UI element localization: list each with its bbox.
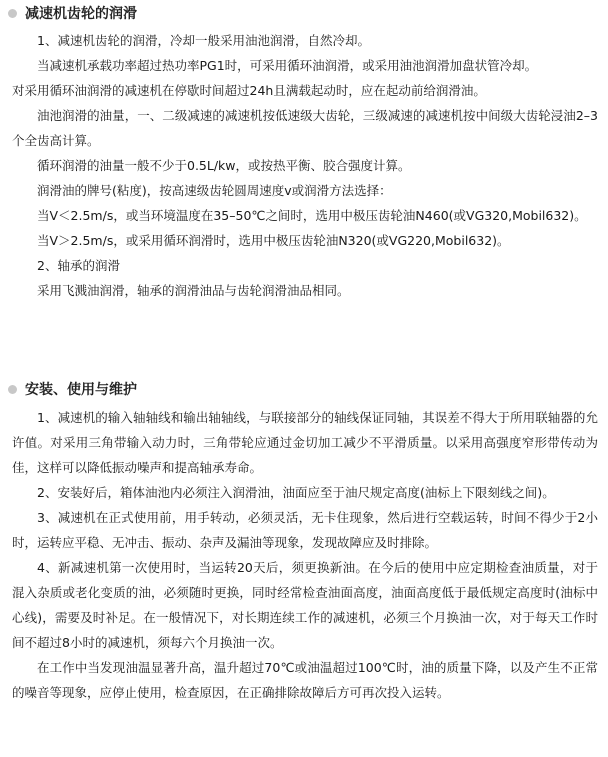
paragraph: 当V＞2.5m/s，或采用循环润滑时，选用中极压齿轮油N320(或VG220,Mobil632)。 [37,233,510,248]
paragraph: 采用飞溅油润滑，轴承的润滑油品与齿轮润滑油品相同。 [37,283,350,298]
paragraph: 当V＜2.5m/s，或当环境温度在35–50℃之间时，选用中极压齿轮油N460(或VG320,Mobil632)。 [37,208,587,223]
paragraph: 循环润滑的油量一般不少于0.5L/kw，或按热平衡、胶合强度计算。 [37,158,411,173]
paragraph: 4、新减速机第一次使用时，当运转20天后，须更换新油。在今后的使用中应定期检查油质量，对于混入杂质或老化变质的油，必须随时更换，同时经常检查油面高度，油面高度低于最低规定高度时(油标中心线)，需要及时补足。在一般情况下，对长期连续工作的减速机，必须三个月换油一次，对于每天工作时间不超过8小时的减速机，须每六个月换油一次。 [12,560,598,650]
paragraph: 润滑油的牌号(粘度)，按高速级齿轮圆周速度v或润滑方法选择： [37,183,392,198]
section-title: 安装、使用与维护 [25,382,137,398]
paragraph: 对采用循环油润滑的减速机在停歇时间超过24h且满载起动时，应在起动前给润滑油。 [12,83,486,98]
section-heading [0,376,608,402]
paragraph: 当减速机承载功率超过热功率PG1时，可采用循环油润滑，或采用油池润滑加盘状管冷却。 [37,58,538,73]
section-gear-lubrication [0,0,608,303]
section-heading [0,0,608,26]
section-installation-maintenance [0,376,608,705]
bullet-icon [8,9,17,18]
bullet-icon [8,385,17,394]
paragraph: 2、安装好后，箱体油池内必须注入润滑油，油面应至于油尺规定高度(油标上下限刻线之间)。 [37,485,555,500]
paragraph: 2、轴承的润滑 [37,258,120,273]
paragraph: 1、减速机齿轮的润滑，冷却一般采用油池润滑，自然冷却。 [37,33,370,48]
section-title: 减速机齿轮的润滑 [25,6,137,22]
paragraph: 在工作中当发现油温显著升高，温升超过70℃或油温超过100℃时，油的质量下降，以及产生不正常的噪音等现象，应停止使用，检查原因，在正确排除故障后方可再次投入运转。 [12,660,598,700]
paragraph: 3、减速机在正式使用前，用手转动，必须灵活，无卡住现象，然后进行空载运转，时间不得少于2小时，运转应平稳、无冲击、振动、杂声及漏油等现象，发现故障应及时排除。 [12,510,598,550]
paragraph: 1、减速机的输入轴轴线和输出轴轴线，与联接部分的轴线保证同轴，其误差不得大于所用联轴器的允许值。对采用三角带输入动力时，三角带轮应通过金切加工减少不平滑质量。以采用高强度窄形带传动为佳，这样可以降低振动噪声和提高轴承寿命。 [12,410,598,475]
paragraph: 油池润滑的油量，一、二级减速的减速机按低速级大齿轮，三级减速的减速机按中间级大齿轮浸油2–3个全齿高计算。 [12,108,598,148]
